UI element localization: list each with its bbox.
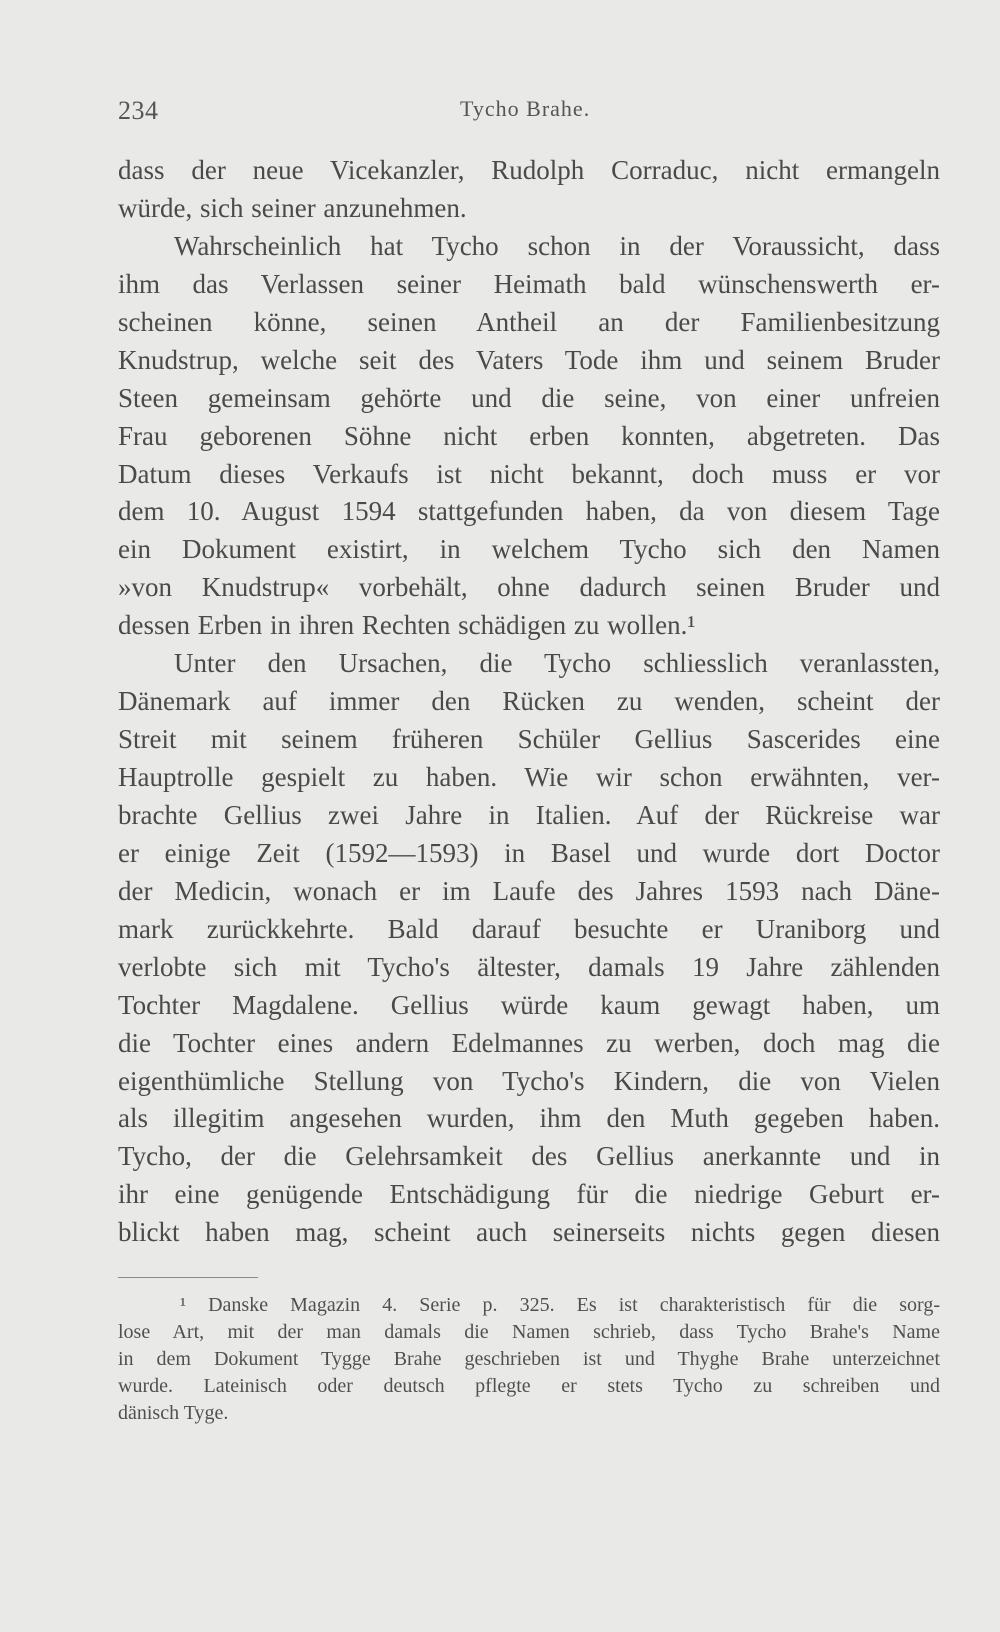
text-line: würde, sich seiner anzunehmen. (118, 192, 467, 223)
footnote-line: dänisch Tyge. (118, 1402, 229, 1424)
text-line: Dänemark auf immer den Rücken zu wenden, scheint der (118, 686, 940, 717)
page-number: 234 (118, 96, 159, 125)
text-line: der Medicin, wonach er im Laufe des Jahres 1593 nach Däne- (118, 875, 940, 906)
footnote-line: ¹ Danske Magazin 4. Serie p. 325. Es ist charakteristisch für die sorg- (180, 1294, 940, 1316)
running-head: Tycho Brahe. (460, 96, 591, 121)
text-line: dass der neue Vicekanzler, Rudolph Corraduc, nicht ermangeln (118, 155, 940, 185)
text-line: Wahrscheinlich hat Tycho schon in der Voraussicht, dass (174, 230, 940, 261)
footnote-line: wurde. Lateinisch oder deutsch pflegte er stets Tycho zu schreiben und (118, 1375, 940, 1397)
body-text (118, 152, 940, 1252)
text-line: ihr eine genügende Entschädigung für die niedrige Geburt er- (118, 1179, 940, 1210)
text-line: als illegitim angesehen wurden, ihm den Muth gegeben haben. (118, 1103, 940, 1134)
text-line: blickt haben mag, scheint auch seinerseits nichts gegen diesen (118, 1217, 940, 1248)
text-line: verlobte sich mit Tycho's ältester, damals 19 Jahre zählenden (118, 951, 940, 982)
footnotes (118, 1292, 940, 1427)
text-line: dem 10. August 1594 stattgefunden haben, da von diesem Tage (118, 496, 940, 527)
text-line: dessen Erben in ihren Rechten schädigen zu wollen.¹ (118, 610, 696, 641)
text-line: Tycho, der die Gelehrsamkeit des Gellius anerkannte und in (118, 1141, 940, 1172)
text-line: eigenthümliche Stellung von Tycho's Kindern, die von Vielen (118, 1065, 940, 1096)
text-line: Datum dieses Verkaufs ist nicht bekannt, doch muss er vor (118, 458, 940, 489)
text-line: Steen gemeinsam gehörte und die seine, von einer unfreien (118, 382, 940, 413)
text-line: er einige Zeit (1592—1593) in Basel und wurde dort Doctor (118, 837, 940, 868)
text-line: Tochter Magdalene. Gellius würde kaum gewagt haben, um (118, 989, 940, 1020)
text-line: die Tochter eines andern Edelmannes zu werben, doch mag die (118, 1027, 940, 1058)
text-line: ihm das Verlassen seiner Heimath bald wünschenswerth er- (118, 268, 940, 299)
text-line: mark zurückkehrte. Bald darauf besuchte er Uraniborg und (118, 913, 940, 944)
text-line: »von Knudstrup« vorbehält, ohne dadurch seinen Bruder und (118, 572, 940, 603)
text-line: brachte Gellius zwei Jahre in Italien. Auf der Rückreise war (118, 799, 940, 830)
page-header (118, 92, 940, 132)
footnote-divider (118, 1277, 258, 1278)
text-line: scheinen könne, seinen Antheil an der Familienbesitzung (118, 306, 940, 337)
footnote-line: lose Art, mit der man damals die Namen schrieb, dass Tycho Brahe's Name (118, 1321, 940, 1343)
text-line: Streit mit seinem früheren Schüler Gellius Sascerides eine (118, 724, 940, 755)
text-line: Hauptrolle gespielt zu haben. Wie wir schon erwähnten, ver- (118, 762, 940, 792)
footnote-line: in dem Dokument Tygge Brahe geschrieben ist und Thyghe Brahe unterzeichnet (118, 1348, 940, 1370)
text-line: Knudstrup, welche seit des Vaters Tode ihm und seinem Bruder (118, 344, 940, 375)
text-line: ein Dokument existirt, in welchem Tycho sich den Namen (118, 534, 940, 565)
text-line: Unter den Ursachen, die Tycho schliesslich veranlassten, (174, 648, 940, 679)
text-line: Frau geborenen Söhne nicht erben konnten, abgetreten. Das (118, 420, 940, 451)
